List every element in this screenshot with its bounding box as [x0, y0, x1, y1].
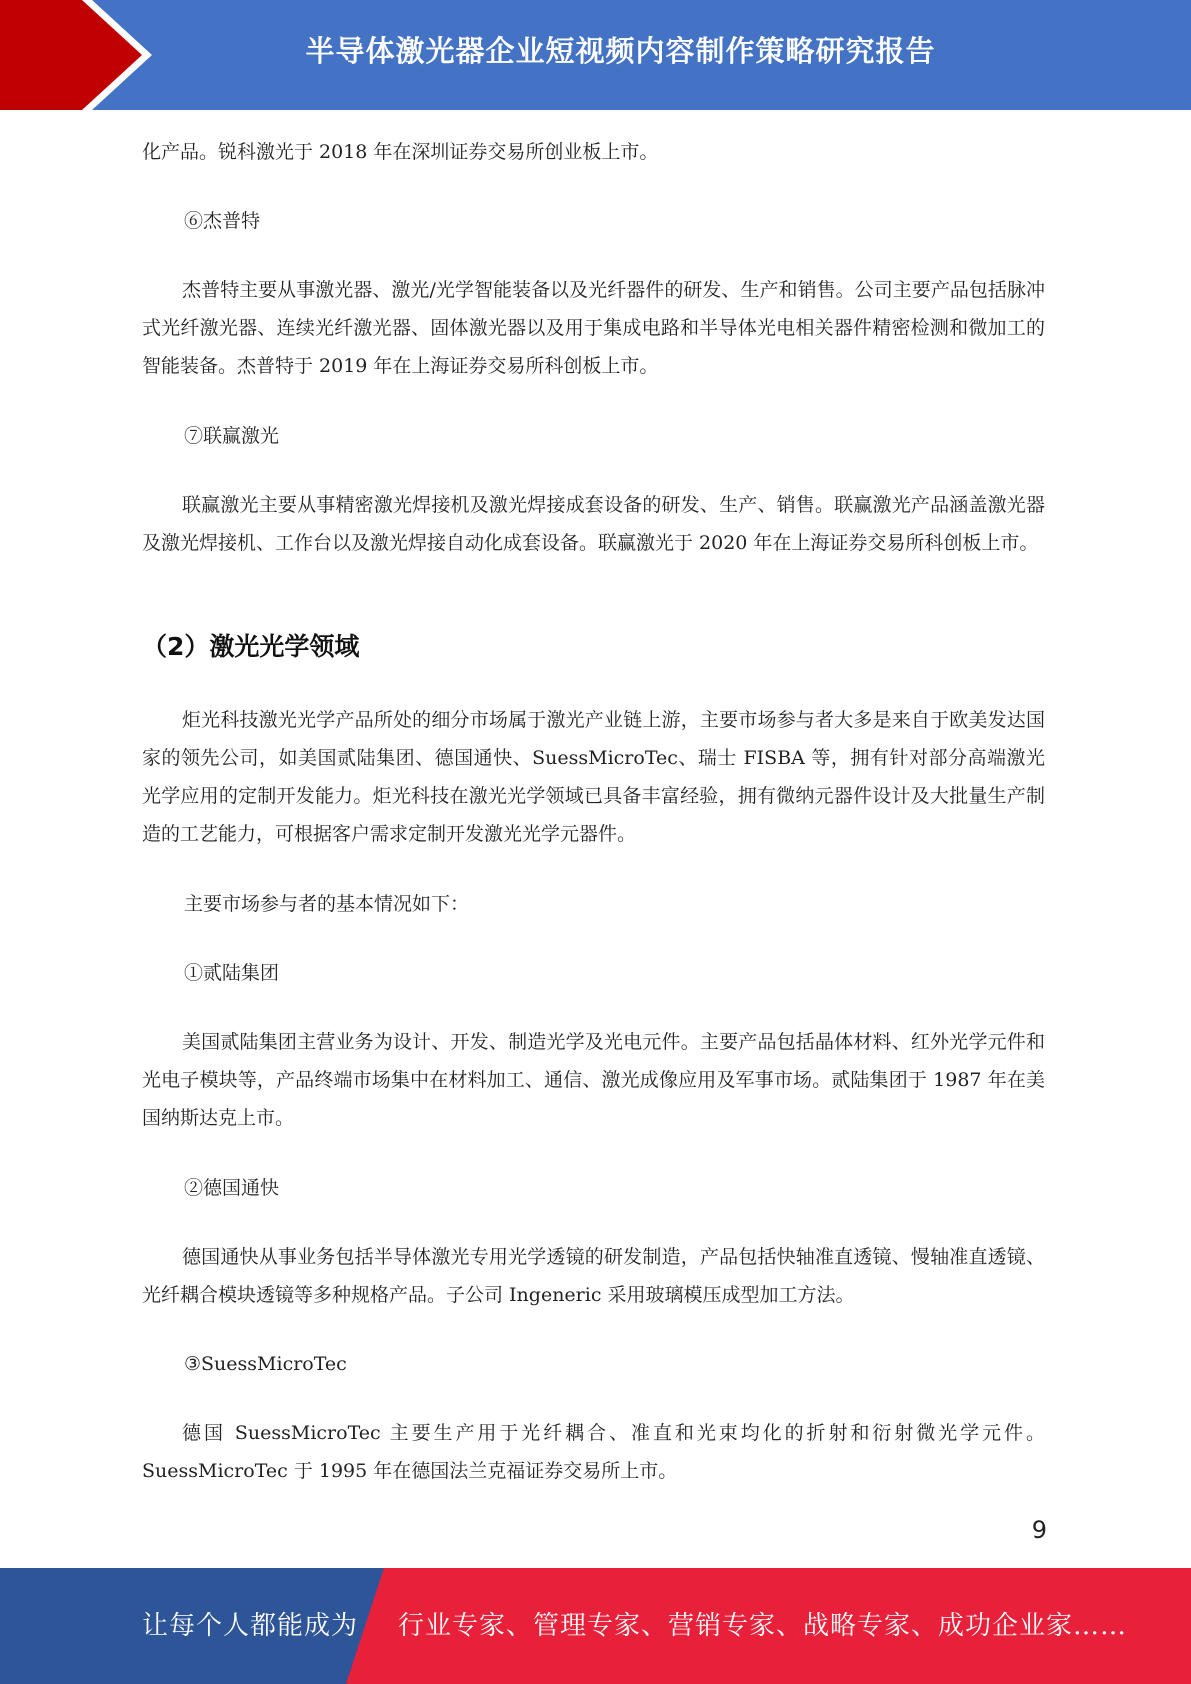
paragraph-participants: 主要市场参与者的基本情况如下： — [184, 893, 470, 915]
item-heading-2: ②德国通快 — [184, 1177, 280, 1199]
item-heading-7: ⑦联赢激光 — [184, 425, 280, 447]
paragraph-intro: 化产品。锐科激光于 2018 年在深圳证券交易所创业板上市。 — [142, 141, 659, 163]
paragraph-3: 德国 SuessMicroTec 主要生产用于光纤耦合、准直和光束均化的折射和衍射微光学元件。SuessMicroTec 于 1995 年在德国法兰克福证券交易所上市。 — [142, 1422, 1045, 1482]
item-heading-3: ③SuessMicroTec — [184, 1353, 347, 1375]
header-arrow-red — [0, 0, 142, 110]
page-number: 9 — [1031, 1516, 1047, 1544]
footer-slogan-left: 让每个人都能成为 — [142, 1611, 359, 1641]
report-title: 半导体激光器企业短视频内容制作策略研究报告 — [305, 34, 936, 68]
paragraph-6: 杰普特主要从事激光器、激光/光学智能装备以及光纤器件的研发、生产和销售。公司主要产品包括脉冲式光纤激光器、连续光纤激光器、固体激光器以及用于集成电路和半导体光电相关器件精密检测和微加工的智能装备。杰普特于 2019 年在上海证券交易所科创板上市。 — [142, 279, 1045, 377]
paragraph-7: 联赢激光主要从事精密激光焊接机及激光焊接成套设备的研发、生产、销售。联赢激光产品涵盖激光器及激光焊接机、工作台以及激光焊接自动化成套设备。联赢激光于 2020 年在上海证券交易所科创板上市。 — [142, 494, 1045, 554]
section-heading: （2）激光光学领域 — [142, 632, 360, 661]
page-header — [0, 0, 1191, 110]
paragraph-1: 美国贰陆集团主营业务为设计、开发、制造光学及光电元件。主要产品包括晶体材料、红外光学元件和光电子模块等，产品终端市场集中在材料加工、通信、激光成像应用及军事市场。贰陆集团于 1987 年在美国纳斯达克上市。 — [142, 1031, 1045, 1129]
page-footer — [0, 1568, 1191, 1684]
paragraph-optics: 炬光科技激光光学产品所处的细分市场属于激光产业链上游，主要市场参与者大多是来自于欧美发达国家的领先公司，如美国贰陆集团、德国通快、SuessMicroTec、瑞士 FISBA 等，拥有针对部分高端激光光学应用的定制开发能力。炬光科技在激光光学领域已具备丰富经验，拥有微纳元器件设计及大批量生产制造的工艺能力，可根据客户需求定制开发激光光学元器件。 — [142, 709, 1045, 845]
paragraph-2: 德国通快从事业务包括半导体激光专用光学透镜的研发制造，产品包括快轴准直透镜、慢轴准直透镜、光纤耦合模块透镜等多种规格产品。子公司 Ingeneric 采用玻璃模压成型加工方法。 — [142, 1246, 1045, 1306]
item-heading-6: ⑥杰普特 — [184, 210, 261, 232]
item-heading-1: ①贰陆集团 — [184, 962, 280, 984]
footer-slogan-right: 行业专家、管理专家、营销专家、战略专家、成功企业家…… — [398, 1611, 1128, 1641]
